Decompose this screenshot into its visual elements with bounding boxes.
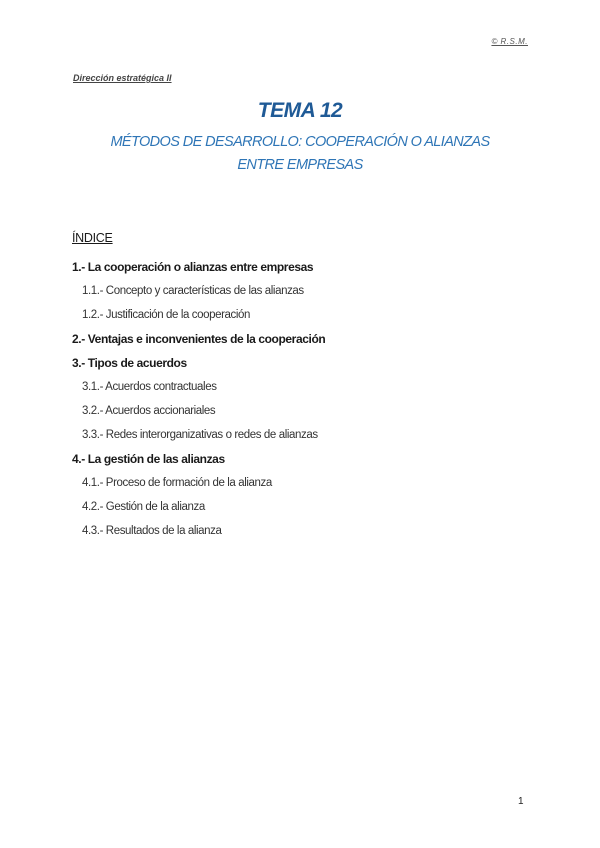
toc-item: 3.3.- Redes interorganizativas o redes de alianzas <box>82 429 318 441</box>
toc-item: 4.1.- Proceso de formación de la alianza <box>82 477 272 489</box>
toc-item: 3.2.- Acuerdos accionariales <box>82 405 216 417</box>
toc-item: 4.3.- Resultados de la alianza <box>82 525 222 537</box>
toc-item: 1.2.- Justificación de la cooperación <box>82 309 251 321</box>
page-title: TEMA 12 <box>257 99 343 122</box>
toc-item: 4.2.- Gestión de la alianza <box>82 501 205 513</box>
toc-item: 4.- La gestión de las alianzas <box>72 452 225 466</box>
course-name: Dirección estratégica II <box>73 73 172 83</box>
toc-item: 1.1.- Concepto y características de las alianzas <box>82 285 304 297</box>
toc-item: 3.- Tipos de acuerdos <box>72 356 187 370</box>
table-of-contents <box>72 231 542 543</box>
toc-item: 2.- Ventajas e inconvenientes de la cooperación <box>72 332 326 346</box>
toc-heading: ÍNDICE <box>72 231 113 245</box>
toc-item: 3.1.- Acuerdos contractuales <box>82 381 217 393</box>
page-number: 1 <box>518 796 524 807</box>
page-subtitle: MÉTODOS DE DESARROLLO: COOPERACIÓN O ALIANZAS ENTRE EMPRESAS <box>110 134 490 173</box>
toc-item: 1.- La cooperación o alianzas entre empresas <box>72 260 314 274</box>
copyright-notice: © R.S.M. <box>491 37 528 46</box>
